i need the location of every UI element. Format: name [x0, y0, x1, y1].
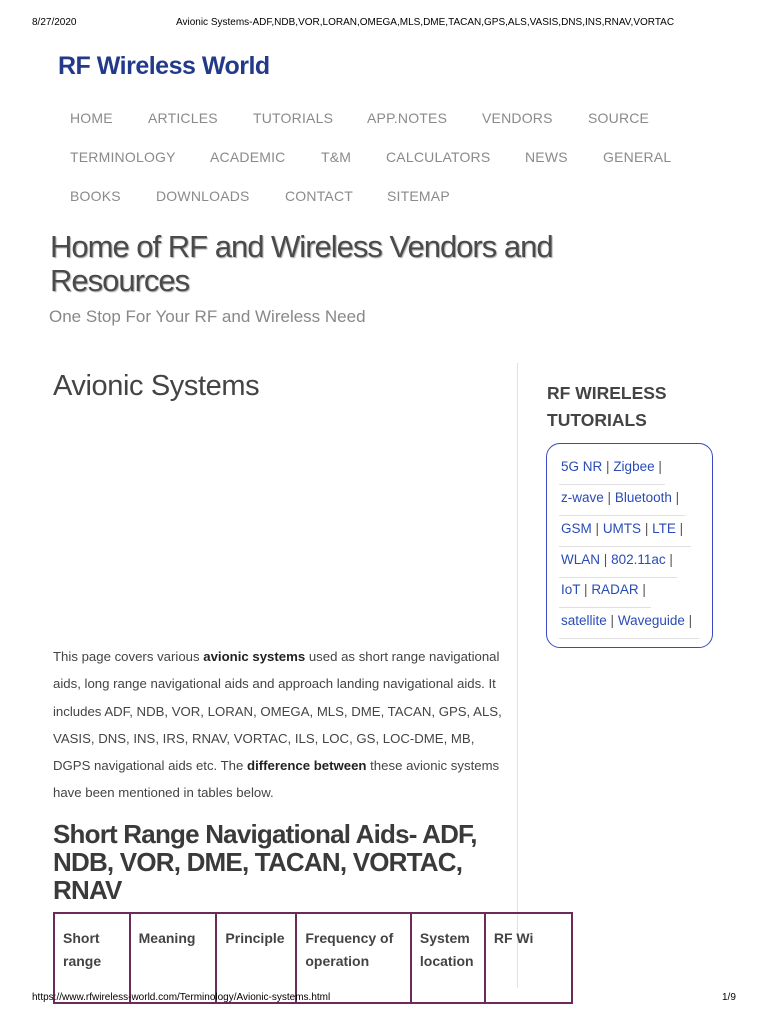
link-iot[interactable]: IoT	[561, 582, 581, 597]
intro-bold-text: difference between	[247, 758, 367, 774]
nav-articles[interactable]: ARTICLES	[148, 110, 218, 126]
intro-text: these avionic systems have been mentioned in tables below.	[53, 758, 500, 801]
link-separator: |	[595, 521, 600, 536]
nav-tm[interactable]: T&M	[321, 149, 352, 165]
nav-books[interactable]: BOOKS	[70, 188, 121, 204]
print-date: 8/27/2020	[32, 17, 77, 28]
link-umts[interactable]: UMTS	[602, 521, 642, 536]
table-header-cell: Meaning	[130, 913, 217, 1003]
nav-contact[interactable]: CONTACT	[285, 188, 354, 204]
hero-subtitle: One Stop For Your RF and Wireless Need	[49, 307, 366, 326]
link-802-11ac[interactable]: 802.11ac	[611, 552, 666, 567]
nav-home[interactable]: HOME	[70, 110, 113, 126]
page-title: Avionic Systems	[53, 370, 260, 402]
nav-source[interactable]: SOURCE	[588, 110, 650, 126]
line-underline	[559, 546, 691, 547]
table-header-cell: Frequency of operation	[296, 913, 411, 1003]
intro-paragraph	[53, 643, 509, 807]
table-header-cell: Short range	[54, 913, 130, 1003]
link-separator: |	[644, 521, 649, 536]
link-separator: |	[603, 552, 608, 567]
nav-academic[interactable]: ACADEMIC	[210, 149, 286, 165]
print-header	[0, 17, 768, 31]
table-header-cell: RF Wi	[485, 913, 572, 1003]
link-satellite[interactable]: satellite	[561, 613, 607, 628]
link-z-wave[interactable]: z-wave	[561, 490, 604, 505]
link-separator: |	[610, 613, 615, 628]
link-separator: |	[688, 613, 693, 628]
nav-row	[70, 110, 710, 149]
print-footer	[0, 992, 768, 1006]
link-5g-nr[interactable]: 5G NR	[561, 459, 603, 474]
table-header-cell: System location	[411, 913, 485, 1003]
link-separator: |	[606, 459, 610, 474]
nav-sitemap[interactable]: SITEMAP	[387, 188, 450, 204]
link-wlan[interactable]: WLAN	[561, 552, 601, 567]
table-viewport	[53, 912, 534, 990]
column-divider	[517, 363, 518, 988]
tutorial-line	[561, 552, 673, 567]
link-separator: |	[679, 521, 684, 536]
tutorials-box	[546, 443, 713, 648]
table-header-cell: Principle	[216, 913, 296, 1003]
nav-downloads[interactable]: DOWNLOADS	[156, 188, 250, 204]
link-separator: |	[584, 582, 588, 597]
link-radar[interactable]: RADAR	[591, 582, 639, 597]
link-separator: |	[642, 582, 646, 597]
nav-tutorials[interactable]: TUTORIALS	[253, 110, 334, 126]
tutorial-line	[561, 521, 683, 536]
nav-row	[70, 149, 710, 188]
nav-app-notes[interactable]: APP.NOTES	[367, 110, 448, 126]
print-doc-title: Avionic Systems-ADF,NDB,VOR,LORAN,OMEGA,MLS,DME,TACAN,GPS,ALS,VASIS,DNS,INS,RNAV,VORTAC	[176, 17, 675, 28]
tutorial-line	[561, 490, 679, 505]
link-separator: |	[607, 490, 612, 505]
nav-calculators[interactable]: CALCULATORS	[386, 149, 491, 165]
tutorial-line	[561, 613, 692, 628]
nav-general[interactable]: GENERAL	[603, 149, 672, 165]
print-url: https://www.rfwireless-world.com/Terminology/Avionic-systems.html	[32, 992, 331, 1003]
link-zigbee[interactable]: Zigbee	[613, 459, 655, 474]
main-nav	[70, 110, 710, 227]
nav-row	[70, 188, 710, 227]
line-underline	[559, 607, 651, 608]
link-lte[interactable]: LTE	[652, 521, 676, 536]
site-logo-text[interactable]: RF Wireless World	[58, 52, 270, 80]
link-gsm[interactable]: GSM	[561, 521, 592, 536]
sidebar-title: RF WIRELESS TUTORIALS	[547, 383, 667, 430]
line-underline	[559, 515, 685, 516]
line-underline	[559, 484, 665, 485]
line-underline	[559, 577, 677, 578]
nav-terminology[interactable]: TERMINOLOGY	[70, 149, 176, 165]
table-header-row	[54, 913, 572, 1003]
nav-vendors[interactable]: VENDORS	[482, 110, 553, 126]
tutorial-line	[561, 582, 646, 597]
nav-news[interactable]: NEWS	[525, 149, 568, 165]
short-range-aids-table	[53, 912, 573, 1004]
intro-text: used as short range navigational aids, long range navigational aids and approach landing navigational aids. It includes ADF, NDB, VOR, LORAN, OMEGA, MLS, DME, TACAN, GPS, ALS, VASIS, DNS, INS, IRS, RNAV, VORTAC, ILS, LOC, GS, LOC-DME, MB, DGPS navigational aids etc. The	[53, 649, 502, 774]
link-waveguide[interactable]: Waveguide	[617, 613, 685, 628]
intro-bold-text: avionic systems	[203, 649, 306, 664]
print-page-number: 1/9	[722, 992, 736, 1003]
section-heading: Short Range Navigational Aids- ADF, NDB, VOR, DME, TACAN, VORTAC, RNAV	[53, 819, 477, 905]
link-separator: |	[675, 490, 680, 505]
tutorial-line	[561, 459, 662, 474]
line-underline	[559, 638, 699, 639]
link-bluetooth[interactable]: Bluetooth	[614, 490, 672, 505]
intro-text: This page covers various	[53, 649, 204, 664]
link-separator: |	[658, 459, 662, 474]
hero-title: Home of RF and Wireless Vendors and Resources	[50, 229, 553, 298]
link-separator: |	[669, 552, 673, 567]
